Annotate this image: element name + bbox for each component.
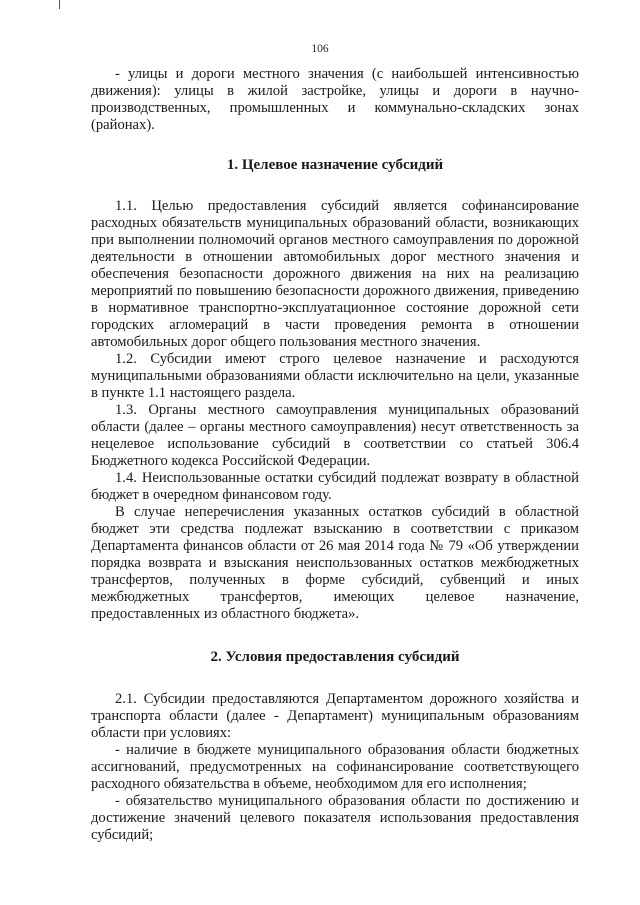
condition-list-item: - обязательство муниципального образования области по достижению и достижение значений целевого показателя использования предоставления субсидий; (91, 793, 579, 843)
paragraph-1-4: 1.4. Неиспользованные остатки субсидий подлежат возврату в областной бюджет в очередном финансовом году. (91, 470, 579, 503)
section-1-heading: 1. Целевое назначение субсидий (226, 157, 444, 173)
paragraph-1-4-continuation: В случае неперечисления указанных остатков субсидий в областной бюджет эти средства подлежат взысканию в соответствии с приказом Департамента финансов области от 26 мая 2014 года № 79 «Об утверждении порядка возврата и взыскания неиспользованных остатков межбюджетных трансфертов, полученных в форме субсидий, субвенций и иных межбюджетных трансфертов, имеющих целевое назначение, предоставленных из областного бюджета». (91, 504, 579, 622)
paragraph-1-1: 1.1. Целью предоставления субсидий является софинансирование расходных обязательств муниципальных образований области, возникающих при выполнении полномочий органов местного самоуправления по дорожной деятельности в отношении автомобильных дорог местного значения и обеспечения безопасности дорожного движения на них на реализацию мероприятий по повышению безопасности дорожного движения, приведению в нормативное транспортно-эксплуатационное состояние дорожной сети городских агломераций в части проведения ремонта в отношении автомобильных дорог общего пользования местного значения. (91, 198, 579, 350)
paragraph-2-1: 2.1. Субсидии предоставляются Департаментом дорожного хозяйства и транспорта области (далее - Департамент) муниципальным образованиям области при условиях: (91, 691, 579, 741)
paragraph-1-2: 1.2. Субсидии имеют строго целевое назначение и расходуются муниципальными образованиями области исключительно на цели, указанные в пункте 1.1 настоящего раздела. (91, 351, 579, 401)
section-2-heading: 2. Условия предоставления субсидий (210, 649, 460, 665)
condition-list-item: - наличие в бюджете муниципального образования области бюджетных ассигнований, предусмотренных на софинансирование соответствующего расходного обязательства в объеме, необходимом для его исполнения; (91, 742, 579, 792)
document-body (91, 66, 579, 844)
intro-list-item: - улицы и дороги местного значения (с наибольшей интенсивностью движения): улицы в жилой застройке, улицы и дороги в научно-производственных, промышленных и коммунально-складских зонах (районах). (91, 66, 579, 133)
page-number: 106 (311, 43, 329, 55)
paragraph-1-3: 1.3. Органы местного самоуправления муниципальных образований области (далее – органы местного самоуправления) несут ответственность за нецелевое использование субсидий в соответствии со статьей 306.4 Бюджетного кодекса Российской Федерации. (91, 402, 579, 469)
scan-edge-mark (59, 0, 60, 9)
